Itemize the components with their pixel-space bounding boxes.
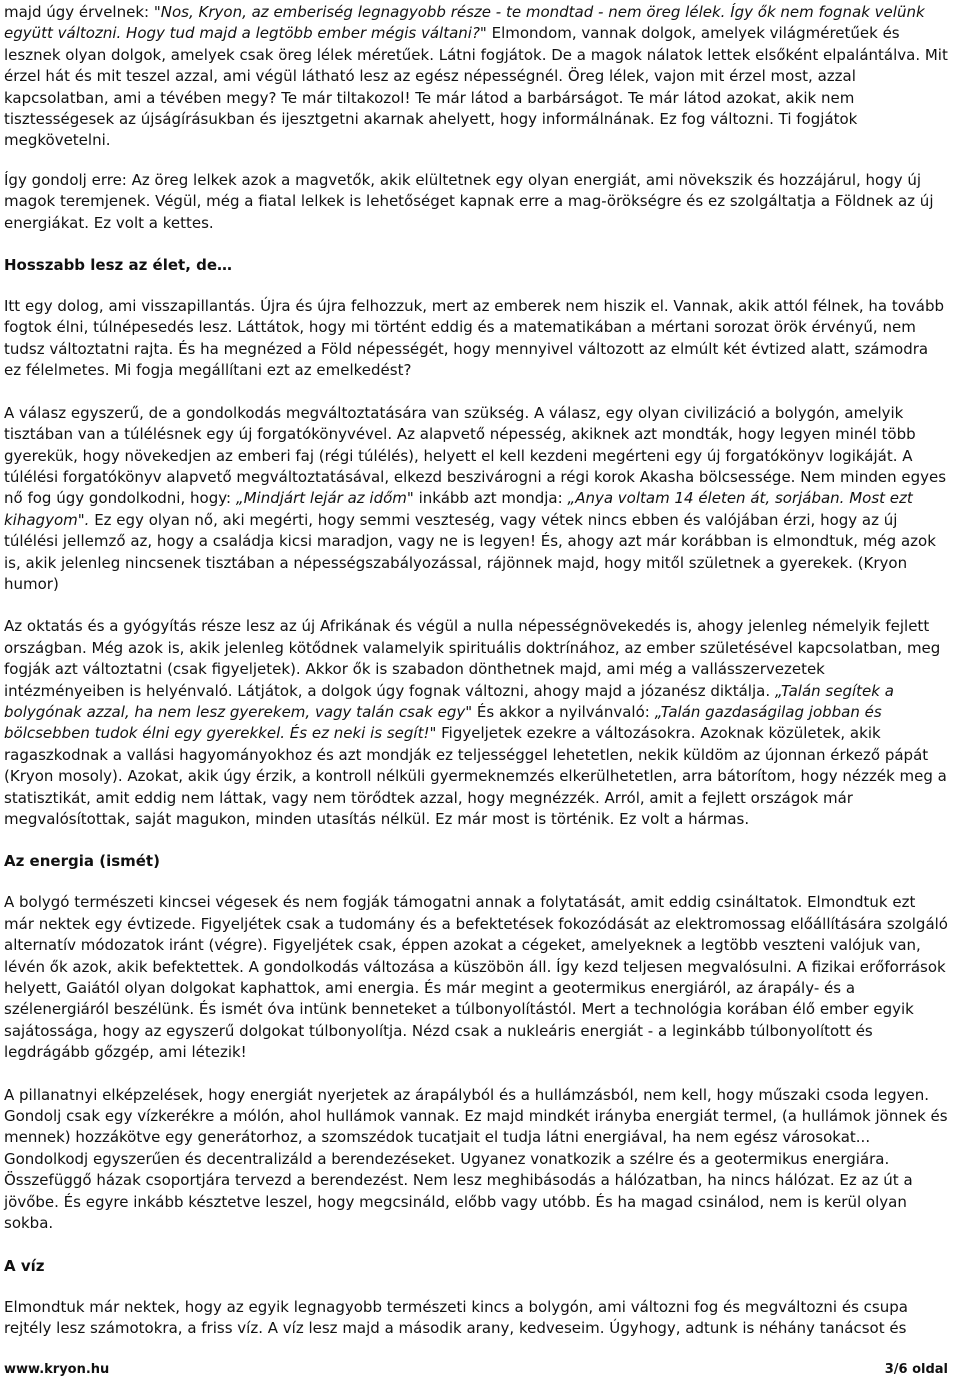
section-heading: A víz — [4, 1256, 45, 1275]
paragraph: Az oktatás és a gyógyítás része lesz az új Afrikának és végül a nulla népességnövekedés is, ahogy jelenleg némelyik fejlett országban. Még azok is, akik jelenleg kötődnek valamelyik spirituális doktrínához, az ember születésével kapcsolatban, meg fogják azt változtatni (csak figyeljetek). Akkor ők is szabadon dönthetnek majd, ami még a vallásszervezetek intézményeiben is helyénvaló. Látjátok, a dolgok úgy fognak változni, ahogy majd a józanész diktálja. „Talán segítek a bolygónak azzal, ha nem lesz gyerekem, vagy talán csak egy" És akkor a nyilvánvaló: „Talán gazdaságilag jobban és bölcsebben tudok élni egy gyerekkel. És ez neki is segít!" Figyeljetek ezekre a változásokra. Azoknak közületek, akik ragaszkodnak a vallási hagyományokhoz és azt mondják ez teljességgel lehetetlen, nekik küldöm az újonnan érkező pápát (Kryon mosoly). Azokat, akik úgy érzik, a kontroll nélküli gyermeknemzés elkerülhetetlen, arra bátorítom, hogy nézzék meg a statisztikát, amit eddig nem láttak, vagy nem törődtek azzal, hogy megnézzék. Arról, amit a fejlett országok már megvalósítottak, saját magukon, minden utasítás nélkül. Ez már most is történik. Ez volt a hármas. — [4, 617, 947, 828]
paragraph: majd úgy érvelnek: "Nos, Kryon, az emberiség legnagyobb része - te mondtad - nem öreg lélek. Így ők nem fognak velünk együtt változni. Hogy tud majd a legtöbb ember mégis váltani?" Elmondom, vannak dolgok, amelyek világméretűek és lesznek olyan dolgok, amelyek csak öreg lélek méretűek. Látni fogjátok. De a magok nálatok lettek elsőként elpalántálva. Mit érzel hát és mit teszel azzal, ami végül látható lesz az egész népességnél. Öreg lélek, vajon mit érzel most, azzal kapcsolatban, ami a tévében megy? Te már tiltakozol! Te már látod a barbárságot. Te már látod azokat, akik nem tisztességesek az újságírásukban és ijesztgetni akarnak ahelyett, hogy informálnának. Ez fog változni. Ti fogjátok megkövetelni. — [4, 3, 948, 150]
footer-site-link[interactable]: www.kryon.hu — [4, 1362, 110, 1377]
footer-page-number: 3/6 oldal — [884, 1362, 948, 1377]
paragraph: Elmondtuk már nektek, hogy az egyik legnagyobb természeti kincs a bolygón, ami változni fog és megváltozni és csupa rejtély lesz számotokra, a friss víz. A víz lesz majd a második arany, kedveseim. Úgyhogy, adtunk is néhány tanácsot és — [4, 1297, 908, 1337]
quote: „Mindjárt lejár az időm" — [235, 489, 414, 508]
page-footer — [4, 1362, 948, 1377]
section-heading: Hosszabb lesz az élet, de… — [4, 256, 233, 275]
quote: „Anya voltam 14 életen át, sorjában. Most ezt kihagyom". — [4, 489, 913, 529]
section-heading: Az energia (ismét) — [4, 852, 160, 871]
quote: "Nos, Kryon, az emberiség legnagyobb része - te mondtad - nem öreg lélek. Így ők nem fognak velünk együtt változni. Hogy tud majd a legtöbb ember mégis váltani?" — [4, 3, 925, 43]
paragraph: Itt egy dolog, ami visszapillantás. Újra és újra felhozzuk, mert az emberek nem hiszik el. Vannak, akik attól félnek, ha tovább fogtok élni, túlnépesedés lesz. Láttátok, hogy mi történt eddig és a matematikában a mértani sorozat örök érvényű, nem tudsz változtatni rajta. És ha megnézed a Föld népességét, hogy mennyivel változott az elmúlt két évtized alatt, számodra ez félelmetes. Mi fogja megállítani ezt az emelkedést? — [4, 297, 944, 380]
quote: „Talán segítek a bolygónak azzal, ha nem lesz gyerekem, vagy talán csak egy" — [4, 681, 894, 721]
paragraph: A válasz egyszerű, de a gondolkodás megváltoztatására van szükség. A válasz, egy olyan civilizáció a bolygón, amelyik tisztában van a túlélésnek egy új forgatókönyvével. Az alapvető népesség, akiknek azt mondták, hogy legyen minél több gyerekük, hogy növekedjen az emberi faj (régi túlélés), helyett el kell kezdeni megérteni egy új forgatókönyv logikáját. A túlélési forgatókönyv alapvető megváltoztatásával, elkezd beszivárogni a régi korok Akasha bölcsessége. Nem minden egyes nő fog úgy gondolkodni, hogy: „Mindjárt lejár az időm" inkább azt mondja: „Anya voltam 14 életen át, sorjában. Most ezt kihagyom". Ez egy olyan nő, aki megérti, hogy semmi veszteség, vagy vétek nincs ebben és valójában érzi, hogy az új túlélési jellemző az, hogy a családja kicsi maradjon, vagy ne is legyen! És, ahogy azt már korábban is elmondtuk, még azok is, akik jelenleg nincsenek tisztában a népességszabályozással, rájönnek majd, hogy mitől születnek a gyerekek. (Kryon humor) — [4, 403, 947, 593]
quote: „Talán gazdaságilag jobban és bölcsebben tudok élni egy gyerekkel. És ez neki is segít!" — [4, 702, 882, 743]
paragraph: A bolygó természeti kincsei végesek és nem fogják támogatni annak a folytatását, amit eddig csináltatok. Elmondtuk ezt már nektek egy évtizede. Figyeljétek csak a tudomány és a befektetések fokozódását az elektromossag előállítására szolgáló alternatív módozatok iránt (végre). Figyeljétek csak, éppen azokat a cégeket, amelyeknek a legtöbb veszteni valójuk van, lévén ők azok, akik befektettek. A gondolkodás változása a küszöbön áll. Így kezd teljesen megvalósulni. A fizikai erőforrások helyett, Gaiától olyan dolgokat kaphattok, ami energia. És már megint a geotermikus energiáról, az árapály- és a szélenergiáról beszélünk. És ismét óva intünk benneteket a túlbonyolítástól. Mert a technológia korában élő ember egyik sajátossága, hogy az egyszerű dolgokat túlbonyolítja. Nézd csak a nukleáris energiát - a leginkább túlbonyolított és legdrágább gőzgép, ami létezik! — [4, 893, 948, 1062]
document-body — [4, 2, 948, 1360]
paragraph: Így gondolj erre: Az öreg lelkek azok a magvetők, akik elültetnek egy olyan energiát, ami növekszik és hozzájárul, hogy új magok teremjenek. Végül, még a fiatal lelkek is lehetőséget kapnak erre a mag-örökségre és ez szolgáltatja a Földnek az új energiákat. Ez volt a kettes. — [4, 170, 934, 232]
paragraph: A pillanatnyi elképzelések, hogy energiát nyerjetek az árapályból és a hullámzásból, nem kell, hogy műszaki csoda legyen. Gondolj csak egy vízkerékre a mólón, ahol hullámok vannak. Ez majd mindkét irányba energiát termel, (a hullámok jönnek és mennek) hozzákötve egy generátorhoz, a szomszédok tucatjait el tudja látni energiával, ha nem egész városokat... Gondolkodj egyszerűen és decentralizáld a berendezéseket. Ugyanez vonatkozik a szélre és a geotermikus energiára. Összefüggő házak csoportjára tervezd a berendezést. Nem lesz meghibásodás a hálózatban, ha nincs hálózat. Ez az út a jövőbe. És egyre inkább késztetve leszel, hogy megcsináld, előbb vagy utóbb. És ha magad csinálod, nem is kerül olyan sokba. — [4, 1085, 948, 1233]
